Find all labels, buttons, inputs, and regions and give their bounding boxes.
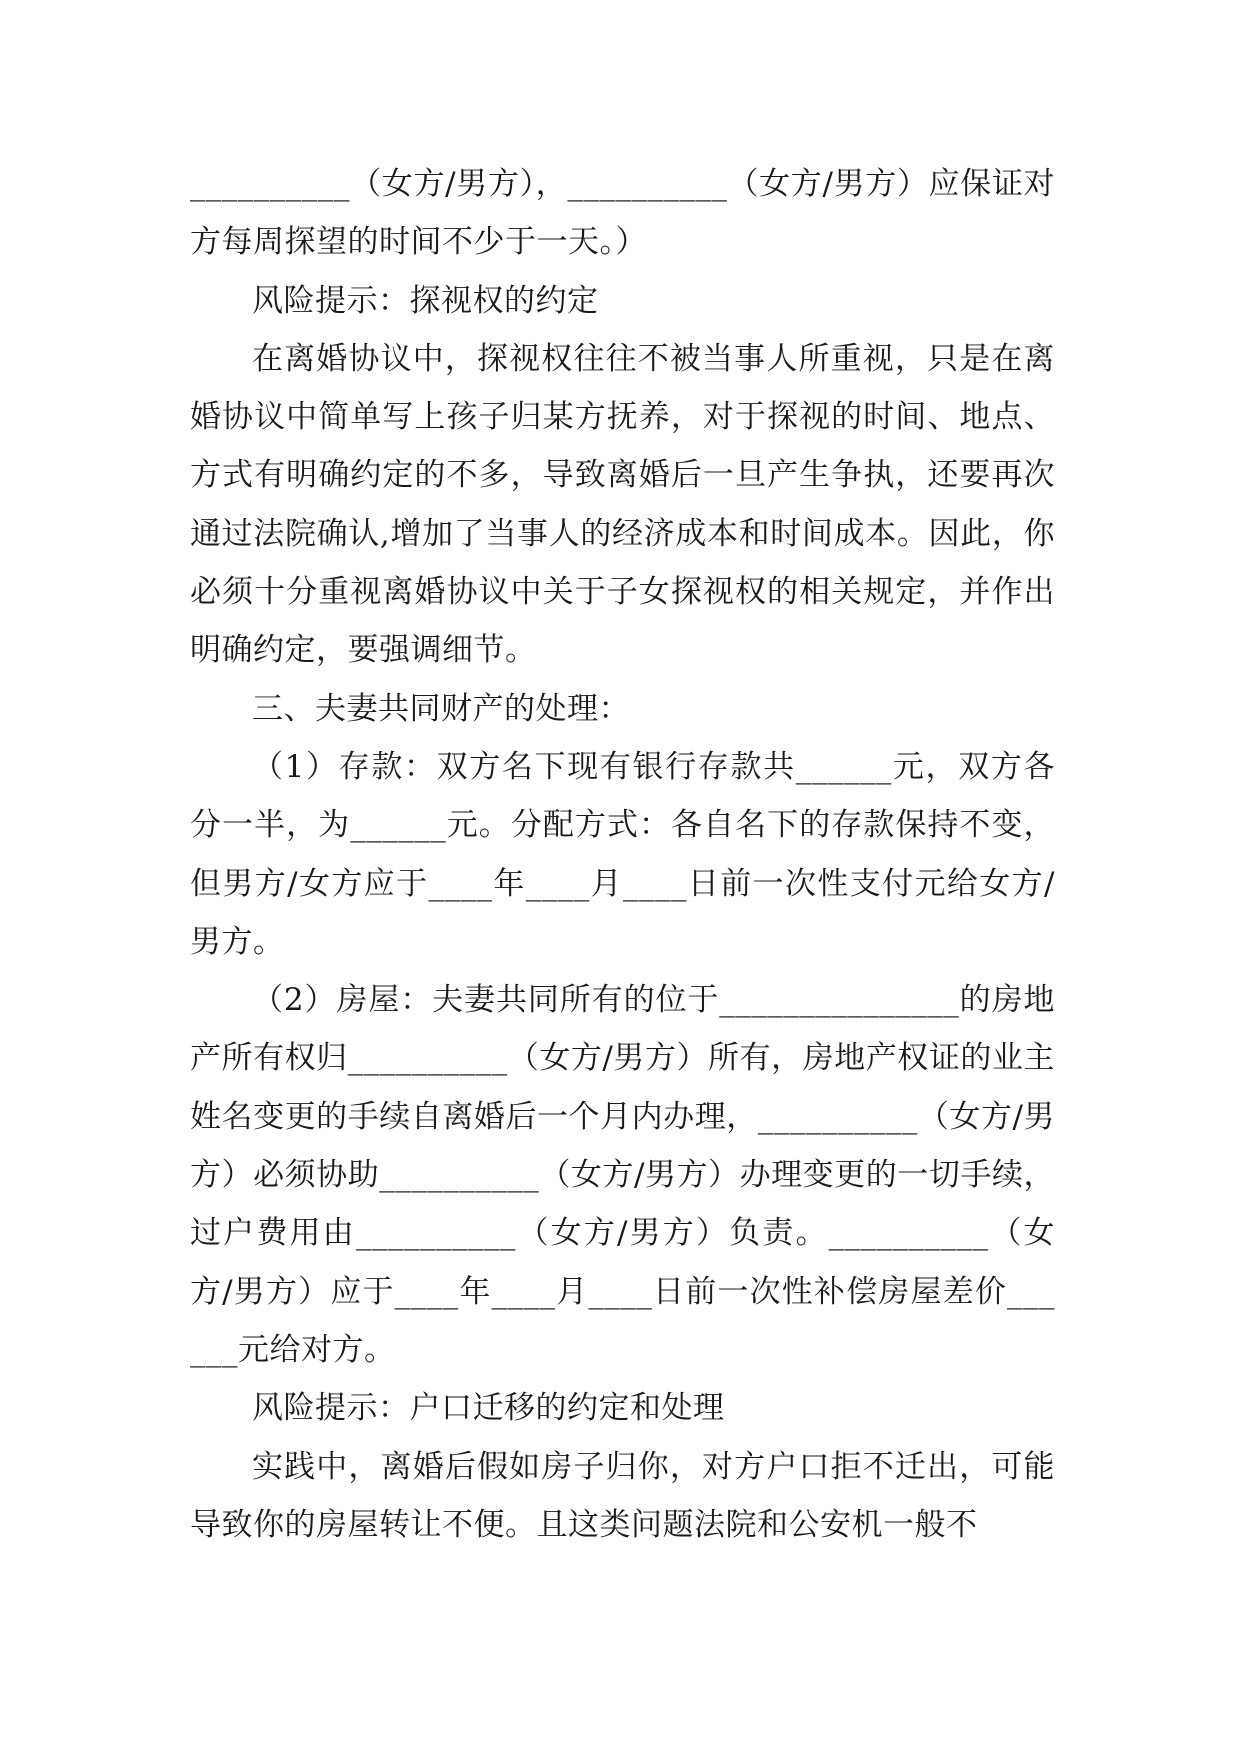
paragraph-deposits: （1）存款：双方名下现有银行存款共______元，双方各分一半，为______元。分配方式：各自名下的存款保持不变，但男方/女方应于____年____月____日前一次性支付元给女方/男方。 — [190, 748, 1055, 960]
heading-marital-property: 三、夫妻共同财产的处理： — [252, 690, 630, 727]
paragraph-visitation-risk: 在离婚协议中，探视权往往不被当事人所重视，只是在离婚协议中简单写上孩子归某方抚养，对于探视的时间、地点、方式有明确约定的不多，导致离婚后一旦产生争执，还要再次通过法院确认,增加了当事人的经济成本和时间成本。因此，你必须十分重视离婚协议中关于子女探视权的相关规定，并作出明确约定，要强调细节。 — [190, 340, 1055, 669]
paragraph-household-registration: 实践中，离婚后假如房子归你，对方户口拒不迁出，可能导致你的房屋转让不便。且这类问题法院和公安机一般不 — [190, 1448, 1055, 1543]
document-body — [190, 155, 1055, 1554]
paragraph-visitation-continuation: __________（女方/男方），__________（女方/男方）应保证对方每周探望的时间不少于一天。） — [190, 166, 1055, 261]
heading-risk-visitation: 风险提示：探视权的约定 — [252, 282, 599, 319]
paragraph-house: （2）房屋：夫妻共同所有的位于_______________的房地产所有权归__________（女方/男方）所有，房地产权证的业主姓名变更的手续自离婚后一个月内办理，__________（女方/男方）必须协助__________（女方/男方）办理变更的一切手续，过户费用由__________（女方/男方）负责。__________（女方/男方）应于____年____月____日前一次性补偿房屋差价______元给对方。 — [190, 982, 1055, 1368]
heading-risk-household-registration: 风险提示：户口迁移的约定和处理 — [252, 1390, 725, 1427]
